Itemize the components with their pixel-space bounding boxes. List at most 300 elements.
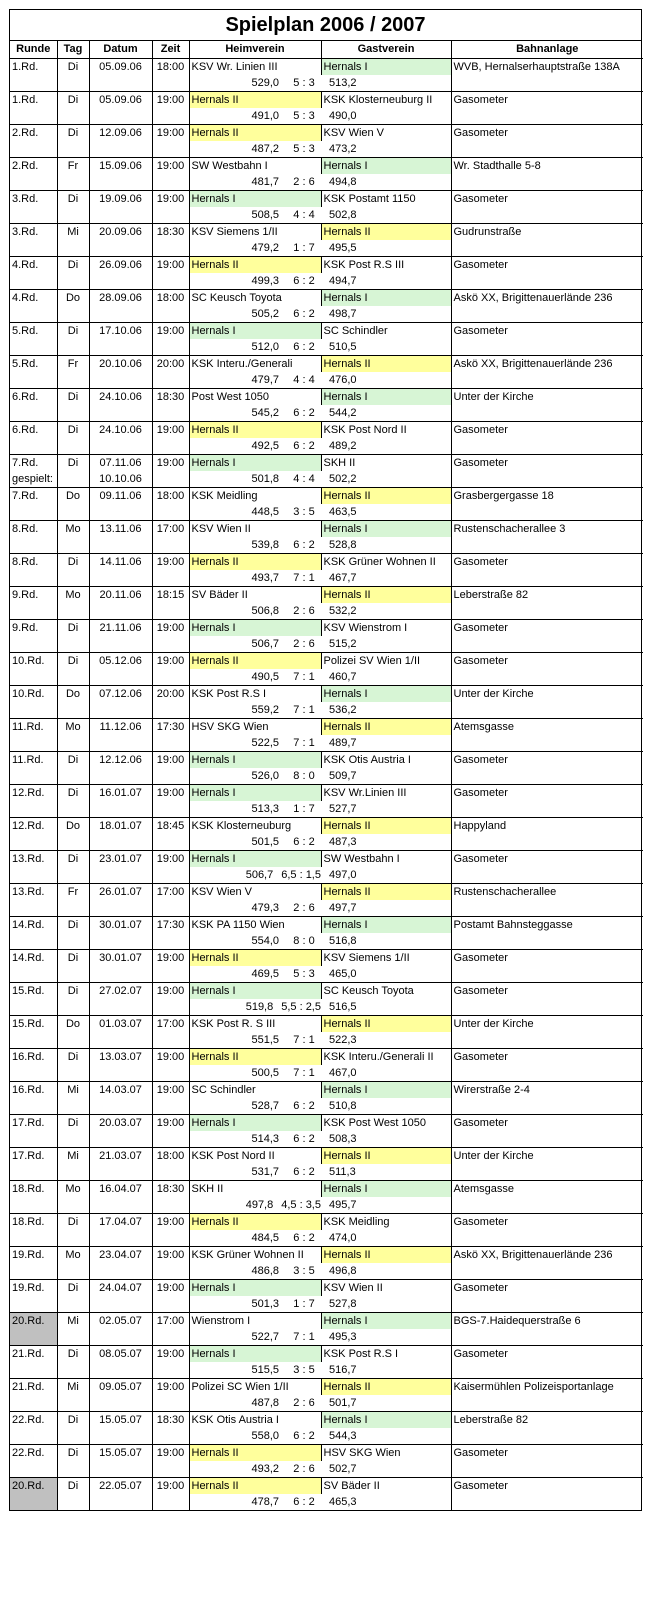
cell-datum: 17.04.07 [89,1213,152,1230]
cell-tag: Do [57,817,89,834]
home-score-value: 501,3 [251,1297,279,1310]
cell-heimverein: Wienstrom I [189,1312,321,1329]
cell-sub-bahn [451,933,643,950]
guest-score-value: 489,2 [329,439,357,452]
home-score [189,240,321,257]
cell-runde: 3.Rd. [10,223,57,240]
guest-score [321,273,451,290]
cell-gastverein: Hernals II [321,223,451,240]
cell-runde: 8.Rd. [10,520,57,537]
cell-sub-date [89,1428,152,1445]
cell-heimverein: KSV Wien V [189,883,321,900]
table-row [10,520,643,537]
cell-sub-zeit [152,75,189,92]
guest-score-value: 510,8 [329,1099,357,1112]
home-score-value: 559,2 [251,703,279,716]
table-header-row [10,41,643,58]
home-score [189,438,321,455]
match-result: 6 : 2 [293,439,315,452]
guest-score-value: 515,2 [329,637,357,650]
cell-heimverein: Hernals I [189,850,321,867]
cell-datum: 09.05.07 [89,1378,152,1395]
match-result: 5 : 3 [293,142,315,155]
cell-tag: Di [57,1345,89,1362]
guest-score-value: 536,2 [329,703,357,716]
cell-heimverein: KSK Post R. S III [189,1015,321,1032]
cell-tag: Di [57,322,89,339]
cell-zeit: 19:00 [152,421,189,438]
cell-sub-zeit [152,867,189,884]
result-row [10,669,643,686]
cell-sub-zeit [152,207,189,224]
cell-sub-date [89,1032,152,1049]
cell-tag: Mi [57,1312,89,1329]
guest-score-value: 532,2 [329,604,357,617]
cell-runde: 18.Rd. [10,1213,57,1230]
table-row [10,1345,643,1362]
cell-bahnanlage: Gasometer [451,256,643,273]
match-result: 2 : 6 [293,1396,315,1409]
cell-sub-tag [57,1329,89,1346]
match-result: 6 : 2 [293,340,315,353]
guest-score [321,1296,451,1313]
home-score [189,1197,321,1214]
cell-sub-label [10,1263,57,1280]
cell-tag: Mo [57,1246,89,1263]
cell-sub-zeit [152,1362,189,1379]
cell-sub-label [10,1098,57,1115]
match-result: 4 : 4 [293,373,315,386]
home-score-value: 529,0 [251,76,279,89]
match-result: 6,5 : 1,5 [281,868,321,881]
cell-sub-date [89,570,152,587]
guest-score [321,801,451,818]
cell-runde: 14.Rd. [10,916,57,933]
cell-heimverein: KSK Post Nord II [189,1147,321,1164]
cell-sub-label [10,504,57,521]
cell-sub-bahn [451,1362,643,1379]
cell-bahnanlage: Unter der Kirche [451,1015,643,1032]
cell-sub-label [10,108,57,125]
cell-sub-bahn [451,1461,643,1478]
cell-zeit: 18:45 [152,817,189,834]
cell-tag: Mi [57,1081,89,1098]
cell-heimverein: KSK Post R.S I [189,685,321,702]
home-score-value: 506,8 [251,604,279,617]
cell-heimverein: Hernals II [189,1444,321,1461]
cell-bahnanlage: Grasbergergasse 18 [451,487,643,504]
cell-sub-tag [57,966,89,983]
home-score-value: 478,7 [251,1495,279,1508]
result-row [10,933,643,950]
table-row [10,487,643,504]
cell-sub-tag [57,471,89,488]
guest-score [321,339,451,356]
guest-score-value: 528,8 [329,538,357,551]
guest-score-value: 502,8 [329,208,357,221]
cell-heimverein: HSV SKG Wien [189,718,321,735]
home-score [189,669,321,686]
table-row [10,256,643,273]
cell-datum: 20.10.06 [89,355,152,372]
cell-sub-date [89,702,152,719]
result-row [10,273,643,290]
cell-sub-label [10,966,57,983]
cell-bahnanlage: Unter der Kirche [451,388,643,405]
match-result: 6 : 2 [293,835,315,848]
cell-bahnanlage: WVB, Hernalserhauptstraße 138A [451,58,643,75]
cell-bahnanlage: Askö XX, Brigittenauerlände 236 [451,1246,643,1263]
cell-gastverein: Hernals II [321,1015,451,1032]
cell-heimverein: Hernals II [189,124,321,141]
home-score-value: 506,7 [245,868,274,881]
result-row [10,570,643,587]
cell-sub-tag [57,636,89,653]
cell-sub-tag [57,1032,89,1049]
cell-zeit: 19:00 [152,1081,189,1098]
cell-datum: 01.03.07 [89,1015,152,1032]
cell-bahnanlage: Gasometer [451,1477,643,1494]
cell-bahnanlage: Gasometer [451,949,643,966]
cell-sub-tag [57,669,89,686]
guest-score-value: 501,7 [329,1396,357,1409]
table-row [10,1180,643,1197]
cell-sub-bahn [451,1065,643,1082]
match-result: 1 : 7 [293,241,315,254]
home-score [189,1230,321,1247]
guest-score-value: 498,7 [329,307,357,320]
result-row [10,207,643,224]
table-row [10,850,643,867]
cell-sub-label [10,1362,57,1379]
match-result: 7 : 1 [293,1330,315,1343]
result-row [10,471,643,488]
cell-runde: 9.Rd. [10,586,57,603]
cell-sub-label [10,999,57,1016]
home-score [189,372,321,389]
home-score-value: 497,8 [245,1198,274,1211]
cell-sub-date [89,1296,152,1313]
cell-sub-bahn [451,471,643,488]
cell-datum: 16.04.07 [89,1180,152,1197]
cell-sub-bahn [451,1428,643,1445]
guest-score-value: 513,2 [329,76,357,89]
cell-sub-date [89,735,152,752]
cell-sub-tag [57,306,89,323]
cell-sub-label [10,702,57,719]
guest-score [321,207,451,224]
cell-sub-date [89,537,152,554]
cell-gastverein: KSV Wr.Linien III [321,784,451,801]
table-row [10,1213,643,1230]
home-score [189,537,321,554]
cell-runde: 22.Rd. [10,1411,57,1428]
home-score-value: 500,5 [251,1066,279,1079]
cell-zeit: 19:00 [152,1444,189,1461]
cell-sub-bahn [451,306,643,323]
match-result: 2 : 6 [293,175,315,188]
cell-zeit: 20:00 [152,685,189,702]
cell-sub-zeit [152,1230,189,1247]
home-score-value: 512,0 [251,340,279,353]
cell-sub-label [10,834,57,851]
result-row [10,1329,643,1346]
cell-tag: Di [57,619,89,636]
cell-sub-bahn [451,1494,643,1511]
cell-heimverein: Hernals II [189,949,321,966]
cell-sub-date [89,933,152,950]
cell-sub-bahn [451,570,643,587]
home-score [189,1164,321,1181]
cell-sub-zeit [152,438,189,455]
cell-sub-zeit [152,570,189,587]
cell-tag: Di [57,751,89,768]
guest-score-value: 474,0 [329,1231,357,1244]
guest-score [321,1098,451,1115]
cell-sub-bahn [451,801,643,818]
cell-heimverein: SV Bäder II [189,586,321,603]
match-result: 8 : 0 [293,934,315,947]
result-row [10,999,643,1016]
home-score-value: 493,7 [251,571,279,584]
home-score-value: 558,0 [251,1429,279,1442]
table-row [10,949,643,966]
cell-sub-label [10,1329,57,1346]
cell-datum: 20.11.06 [89,586,152,603]
table-row [10,1477,643,1494]
cell-heimverein: KSV Siemens 1/II [189,223,321,240]
cell-gastverein: Hernals I [321,388,451,405]
cell-tag: Di [57,949,89,966]
cell-gastverein: Hernals I [321,289,451,306]
cell-datum: 24.10.06 [89,421,152,438]
guest-score-value: 527,7 [329,802,357,815]
cell-sub-tag [57,273,89,290]
guest-score-value: 490,0 [329,109,357,122]
cell-sub-label [10,1032,57,1049]
cell-sub-bahn [451,207,643,224]
cell-sub-label [10,405,57,422]
cell-sub-label [10,735,57,752]
header-bahnanlage: Bahnanlage [451,41,643,58]
result-row [10,438,643,455]
guest-score [321,141,451,158]
cell-sub-bahn [451,438,643,455]
guest-score [321,108,451,125]
home-score [189,867,321,884]
cell-datum: 13.03.07 [89,1048,152,1065]
cell-datum: 27.02.07 [89,982,152,999]
home-score [189,636,321,653]
home-score [189,801,321,818]
cell-sub-label [10,174,57,191]
result-row [10,141,643,158]
table-row [10,751,643,768]
result-row [10,174,643,191]
table-row [10,91,643,108]
cell-gastverein: Hernals II [321,817,451,834]
cell-sub-tag [57,801,89,818]
cell-zeit: 18:30 [152,223,189,240]
cell-sub-zeit [152,174,189,191]
cell-heimverein: Hernals I [189,982,321,999]
guest-score [321,1395,451,1412]
cell-sub-date [89,1263,152,1280]
match-result: 6 : 2 [293,274,315,287]
cell-gastverein: Hernals I [321,1081,451,1098]
guest-score-value: 465,3 [329,1495,357,1508]
home-score-value: 514,3 [251,1132,279,1145]
table-row [10,1378,643,1395]
cell-datum: 05.09.06 [89,91,152,108]
table-row [10,58,643,75]
cell-sub-tag [57,1131,89,1148]
cell-sub-bahn [451,372,643,389]
table-row [10,190,643,207]
result-row [10,1428,643,1445]
cell-zeit: 19:00 [152,850,189,867]
home-score [189,108,321,125]
cell-heimverein: Hernals II [189,91,321,108]
cell-sub-label [10,1197,57,1214]
cell-heimverein: Hernals I [189,190,321,207]
cell-sub-label [10,207,57,224]
cell-bahnanlage: Gasometer [451,1213,643,1230]
cell-runde: 12.Rd. [10,784,57,801]
result-row [10,1296,643,1313]
guest-score-value: 522,3 [329,1033,357,1046]
cell-bahnanlage: Gudrunstraße [451,223,643,240]
home-score-value: 513,3 [251,802,279,815]
cell-sub-date [89,768,152,785]
cell-heimverein: Hernals I [189,619,321,636]
match-result: 2 : 6 [293,1462,315,1475]
cell-runde: 10.Rd. [10,652,57,669]
guest-score [321,240,451,257]
guest-score-value: 510,5 [329,340,357,353]
match-result: 2 : 6 [293,604,315,617]
cell-zeit: 19:00 [152,157,189,174]
result-row [10,603,643,620]
cell-runde: 7.Rd. [10,454,57,471]
guest-score-value: 502,7 [329,1462,357,1475]
cell-runde: 10.Rd. [10,685,57,702]
result-row [10,1494,643,1511]
cell-tag: Di [57,553,89,570]
cell-bahnanlage: Askö XX, Brigittenauerlände 236 [451,289,643,306]
guest-score-value: 516,8 [329,934,357,947]
cell-tag: Mo [57,718,89,735]
cell-gastverein: KSK Interu./Generali II [321,1048,451,1065]
cell-bahnanlage: Wirerstraße 2-4 [451,1081,643,1098]
match-result: 3 : 5 [293,1363,315,1376]
cell-heimverein: Hernals I [189,784,321,801]
cell-sub-label [10,1065,57,1082]
cell-datum: 15.05.07 [89,1411,152,1428]
cell-sub-bahn [451,768,643,785]
cell-sub-zeit [152,1065,189,1082]
cell-datum: 05.12.06 [89,652,152,669]
cell-sub-bahn [451,273,643,290]
result-row [10,1098,643,1115]
guest-score-value: 467,0 [329,1066,357,1079]
cell-bahnanlage: Unter der Kirche [451,685,643,702]
cell-gastverein: KSK Post R.S I [321,1345,451,1362]
cell-sub-bahn [451,966,643,983]
cell-datum: 12.09.06 [89,124,152,141]
cell-datum: 14.03.07 [89,1081,152,1098]
cell-heimverein: Hernals I [189,751,321,768]
cell-heimverein: KSK PA 1150 Wien [189,916,321,933]
cell-sub-tag [57,1197,89,1214]
cell-tag: Di [57,388,89,405]
cell-sub-bahn [451,834,643,851]
cell-tag: Di [57,1114,89,1131]
cell-datum: 28.09.06 [89,289,152,306]
cell-zeit: 19:00 [152,1213,189,1230]
cell-bahnanlage: Gasometer [451,850,643,867]
cell-heimverein: Hernals II [189,1048,321,1065]
cell-gastverein: KSK Meidling [321,1213,451,1230]
cell-sub-date [89,1131,152,1148]
guest-score-value: 473,2 [329,142,357,155]
cell-bahnanlage: Happyland [451,817,643,834]
match-result: 2 : 6 [293,901,315,914]
cell-zeit: 19:00 [152,949,189,966]
cell-bahnanlage: Gasometer [451,982,643,999]
home-score [189,1098,321,1115]
cell-sub-label [10,339,57,356]
cell-gastverein: Hernals I [321,58,451,75]
cell-sub-label [10,933,57,950]
cell-heimverein: KSK Klosterneuburg [189,817,321,834]
cell-tag: Di [57,124,89,141]
cell-tag: Di [57,916,89,933]
cell-heimverein: Hernals II [189,1213,321,1230]
guest-score-value: 494,7 [329,274,357,287]
cell-sub-bahn [451,405,643,422]
result-row [10,372,643,389]
cell-tag: Di [57,190,89,207]
home-score [189,1296,321,1313]
cell-sub-bahn [451,339,643,356]
cell-sub-label [10,669,57,686]
cell-sub-bahn [451,1329,643,1346]
cell-datum: 07.11.06 [89,454,152,471]
cell-sub-date [89,999,152,1016]
cell-bahnanlage: Postamt Bahnsteggasse [451,916,643,933]
cell-tag: Di [57,256,89,273]
table-row [10,718,643,735]
cell-runde: 2.Rd. [10,124,57,141]
guest-score-value: 489,7 [329,736,357,749]
cell-gastverein: Hernals II [321,1147,451,1164]
home-score-value: 448,5 [251,505,279,518]
cell-runde: 16.Rd. [10,1048,57,1065]
home-score [189,1329,321,1346]
cell-runde: 13.Rd. [10,850,57,867]
cell-heimverein: SW Westbahn I [189,157,321,174]
guest-score-value: 465,0 [329,967,357,980]
guest-score-value: 495,3 [329,1330,357,1343]
cell-datum: 14.11.06 [89,553,152,570]
guest-score [321,1164,451,1181]
guest-score [321,1230,451,1247]
guest-score-value: 509,7 [329,769,357,782]
cell-bahnanlage: Gasometer [451,553,643,570]
header-runde: Runde [10,41,57,58]
table-row [10,157,643,174]
